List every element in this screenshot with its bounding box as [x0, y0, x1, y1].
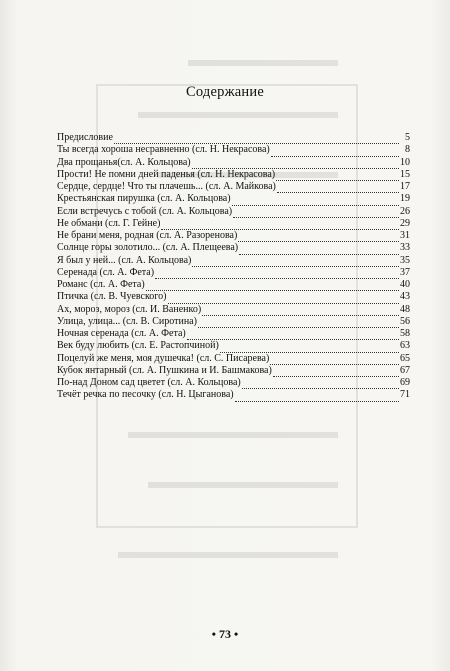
toc-entry-title: Сердце, сердце! Что ты плачешь... (сл. А. Майкова)	[57, 181, 276, 192]
toc-entry-title: Не брани меня, родная (сл. А. Разоренова)	[57, 230, 238, 241]
show-through-line	[188, 60, 338, 66]
toc-entry	[57, 255, 410, 267]
toc-entry-page: 35	[400, 254, 410, 266]
toc-entry	[57, 230, 410, 242]
dot-leader	[220, 343, 399, 353]
toc-entry	[57, 279, 410, 291]
page-number: • 73 •	[211, 627, 239, 641]
show-through-line	[118, 552, 338, 558]
toc-entry	[57, 181, 410, 193]
dot-leader	[198, 318, 399, 328]
toc-entry-title: Век буду любить (сл. Е. Растопчиной)	[57, 340, 219, 352]
toc-entry-title: Кубок янтарный (сл. А. Пушкина и И. Башмакова)	[57, 364, 272, 376]
toc-entry-page: 15	[400, 168, 410, 180]
toc-entry-page: 71	[400, 389, 410, 401]
dot-leader	[168, 294, 400, 304]
toc-entry-title: Серенада (сл. А. Фета)	[57, 266, 155, 278]
toc-entry-title: Птичка (сл. В. Чуевского)	[57, 291, 167, 303]
toc-entry-title: Если встречусь с тобой (сл. А. Кольцова)	[57, 205, 233, 217]
toc-entry-title: Романс (сл. А. Фета)	[57, 279, 145, 290]
dot-leader	[155, 269, 399, 279]
toc-entry-title: Не обмани (сл. Г. Гейне)	[57, 217, 161, 229]
dot-leader	[146, 281, 399, 291]
toc-entry-page: 43	[400, 291, 410, 303]
dot-leader	[192, 159, 399, 169]
show-through-line	[138, 112, 338, 118]
page-title: Содержание	[186, 84, 264, 100]
show-through-line	[148, 482, 338, 488]
dot-leader	[161, 220, 399, 230]
toc-entry	[57, 242, 410, 254]
toc-entry-title: Прости! Не помни дней паденья (сл. Н. Некрасова)	[57, 168, 276, 180]
toc-entry-page: 19	[400, 193, 410, 205]
toc-entry-page: 40	[400, 279, 410, 290]
dot-leader	[233, 208, 399, 218]
toc-entry-page: 29	[400, 217, 410, 229]
toc-entry	[57, 316, 410, 328]
toc-entry	[57, 157, 410, 169]
toc-entry-title: Солнце горы золотило... (сл. А. Плещеева)	[57, 242, 239, 254]
toc-entry-page: 65	[400, 352, 410, 364]
toc-entry-page: 63	[400, 340, 410, 352]
toc-entry	[57, 218, 410, 230]
toc-entry	[57, 206, 410, 218]
dot-leader	[270, 355, 399, 365]
toc-entry-title: Два прощанья(сл. А. Кольцова)	[57, 156, 191, 168]
dot-leader	[192, 257, 399, 267]
table-of-contents	[57, 132, 410, 402]
toc-entry-title: Я был у ней... (сл. А. Кольцова)	[57, 254, 192, 266]
toc-entry-page: 56	[400, 315, 410, 327]
dot-leader	[232, 196, 399, 206]
toc-entry-page: 31	[400, 230, 410, 241]
toc-entry	[57, 328, 410, 340]
toc-entry	[57, 144, 410, 156]
toc-entry-title: Предисловие	[57, 132, 113, 143]
dot-leader	[242, 379, 399, 389]
toc-entry-page: 5	[405, 132, 410, 143]
dot-leader	[235, 392, 399, 402]
toc-entry-page: 58	[400, 328, 410, 339]
dot-leader	[273, 367, 399, 377]
toc-entry-title: По-над Доном сад цветет (сл. А. Кольцова)	[57, 377, 241, 388]
dot-leader	[239, 245, 399, 255]
toc-entry	[57, 340, 410, 352]
toc-entry	[57, 353, 410, 365]
toc-entry-title: Ночная серенада (сл. А. Фета)	[57, 328, 186, 339]
toc-entry-title: Ты всегда хороша несравненно (сл. Н. Некрасова)	[57, 144, 270, 156]
dot-leader	[271, 147, 399, 157]
dot-leader	[202, 306, 399, 316]
toc-entry-page: 33	[400, 242, 410, 254]
toc-entry	[57, 193, 410, 205]
toc-entry-title: Крестьянская пирушка (сл. А. Кольцова)	[57, 193, 231, 205]
dot-leader	[276, 171, 399, 181]
toc-entry-page: 17	[400, 181, 410, 192]
toc-entry-page: 67	[400, 364, 410, 376]
toc-entry-title: Течёт речка по песочку (сл. Н. Цыганова)	[57, 389, 234, 401]
toc-entry-title: Поцелуй же меня, моя душечка! (сл. С. Писарева)	[57, 352, 270, 364]
toc-entry	[57, 169, 410, 181]
toc-entry	[57, 291, 410, 303]
toc-entry-title: Улица, улица... (сл. В. Сиротина)	[57, 315, 197, 327]
toc-entry-page: 10	[400, 156, 410, 168]
dot-leader	[238, 232, 399, 242]
toc-entry-page: 37	[400, 266, 410, 278]
dot-leader	[277, 183, 399, 193]
dot-leader	[187, 330, 399, 340]
toc-entry-page: 26	[400, 205, 410, 217]
toc-entry	[57, 267, 410, 279]
toc-entry-title: Ах, мороз, мороз (сл. И. Ваненко)	[57, 303, 202, 315]
toc-entry-page: 48	[400, 303, 410, 315]
toc-entry-page: 69	[400, 377, 410, 388]
toc-entry	[57, 377, 410, 389]
show-through-line	[128, 432, 338, 438]
dot-leader	[114, 134, 399, 144]
toc-entry	[57, 365, 410, 377]
toc-entry-page: 8	[405, 144, 410, 156]
toc-entry	[57, 389, 410, 401]
toc-entry	[57, 132, 410, 144]
toc-entry	[57, 304, 410, 316]
